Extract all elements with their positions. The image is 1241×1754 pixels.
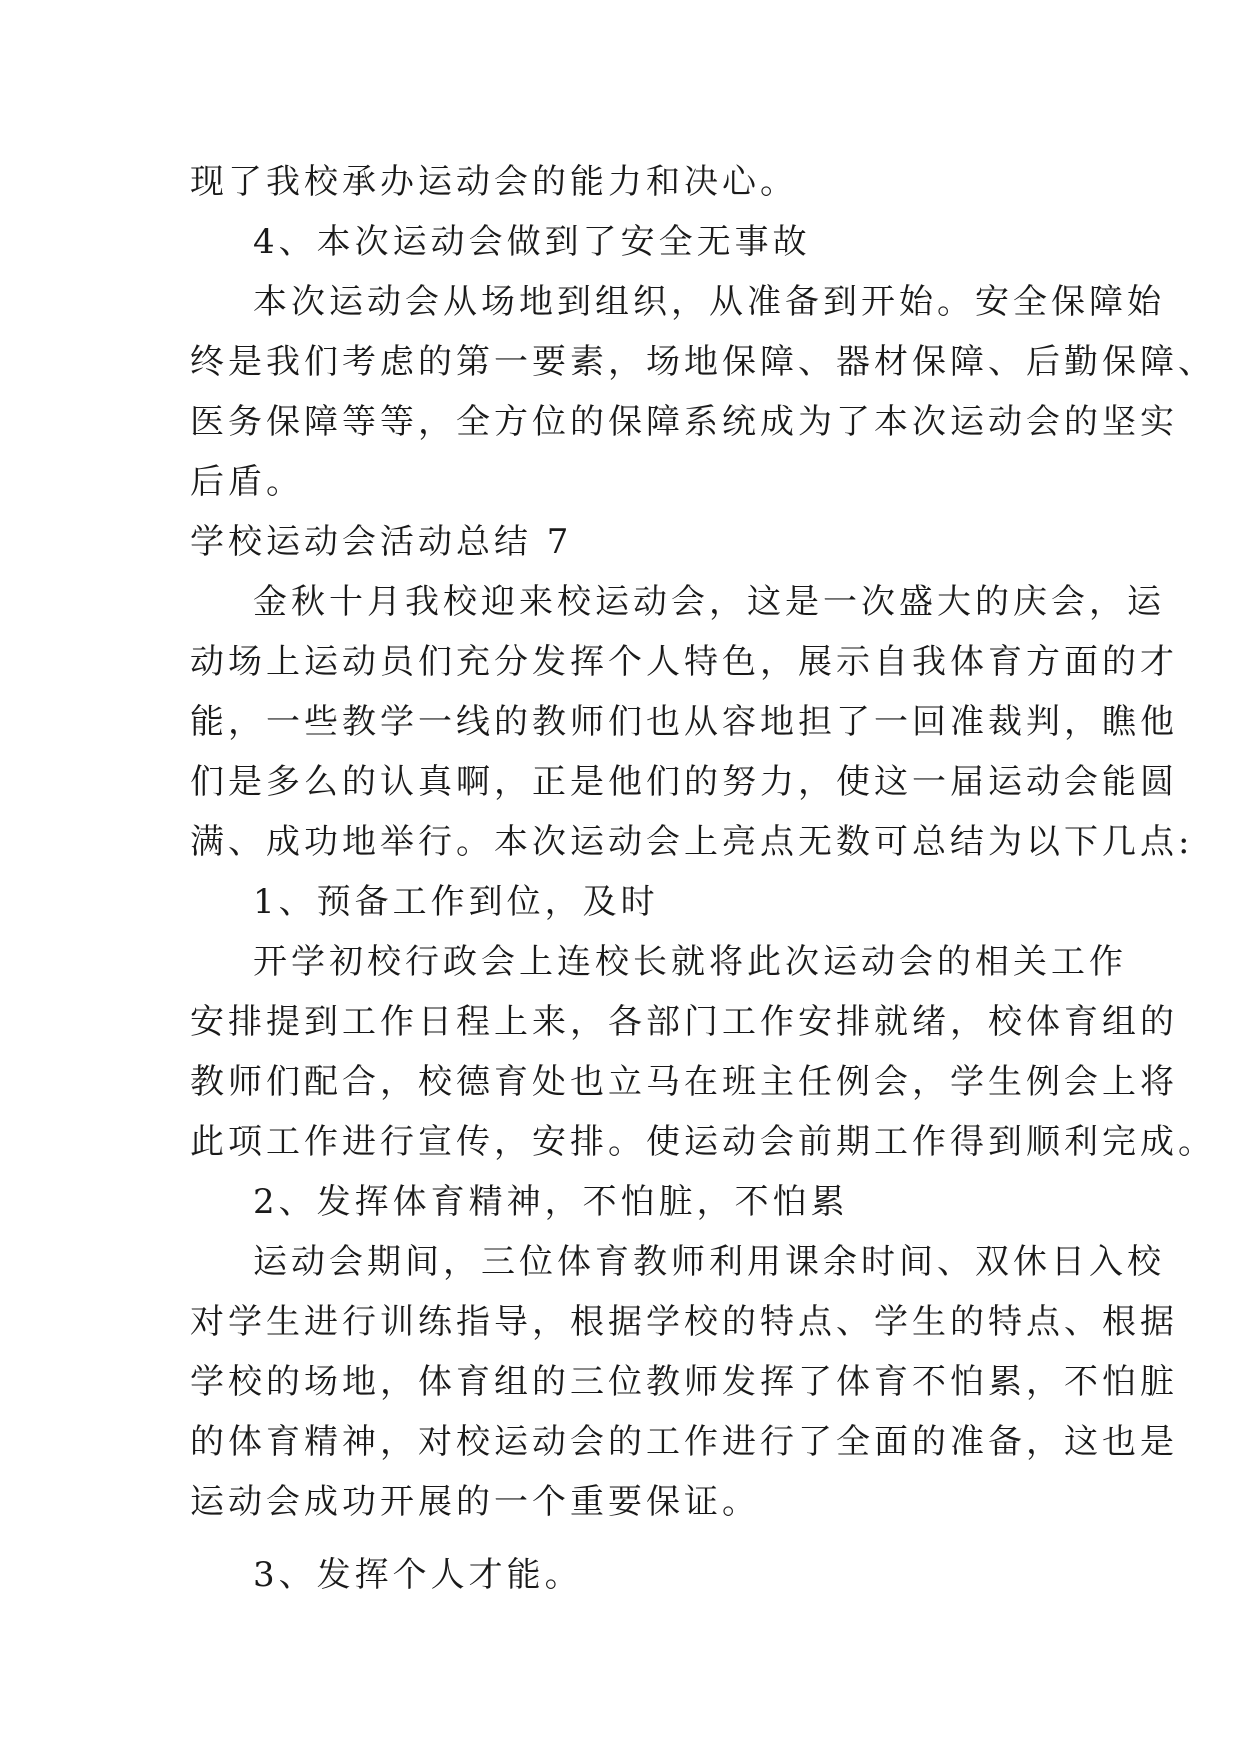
paragraph-line: 此项工作进行宣传，安排。使运动会前期工作得到顺利完成。 [190,1122,1216,1162]
document-body [190,152,1216,1605]
section-heading: 4、本次运动会做到了安全无事故 [253,222,811,262]
section-heading: 3、发挥个人才能。 [253,1555,583,1595]
paragraph-line: 安排提到工作日程上来，各部门工作安排就绪，校体育组的 [190,1002,1178,1042]
document-title: 学校运动会活动总结 7 [190,522,573,562]
paragraph-line: 金秋十月我校迎来校运动会，这是一次盛大的庆会，运 [253,582,1165,622]
paragraph-line: 本次运动会从场地到组织，从准备到开始。安全保障始 [253,282,1165,322]
paragraph-line: 对学生进行训练指导，根据学校的特点、学生的特点、根据 [190,1302,1178,1342]
paragraph-line: 运动会成功开展的一个重要保证。 [190,1482,760,1522]
paragraph-line: 动场上运动员们充分发挥个人特色，展示自我体育方面的才 [190,642,1178,682]
paragraph-line: 运动会期间，三位体育教师利用课余时间、双休日入校 [253,1242,1165,1282]
section-heading: 1、预备工作到位，及时 [253,882,659,922]
paragraph-line: 学校的场地，体育组的三位教师发挥了体育不怕累，不怕脏 [190,1362,1178,1402]
paragraph-line: 开学初校行政会上连校长就将此次运动会的相关工作 [253,942,1127,982]
paragraph-line: 终是我们考虑的第一要素，场地保障、器材保障、后勤保障、 [190,342,1216,382]
paragraph-line: 满、成功地举行。本次运动会上亮点无数可总结为以下几点: [190,822,1194,862]
paragraph-line: 医务保障等等，全方位的保障系统成为了本次运动会的坚实 [190,402,1178,442]
paragraph-line: 们是多么的认真啊，正是他们的努力，使这一届运动会能圆 [190,762,1178,802]
paragraph-line: 能，一些教学一线的教师们也从容地担了一回准裁判，瞧他 [190,702,1178,742]
paragraph-line: 后盾。 [190,462,304,502]
paragraph-line: 教师们配合，校德育处也立马在班主任例会，学生例会上将 [190,1062,1178,1102]
paragraph-line: 现了我校承办运动会的能力和决心。 [190,162,798,202]
section-heading: 2、发挥体育精神，不怕脏，不怕累 [253,1182,849,1222]
paragraph-line: 的体育精神，对校运动会的工作进行了全面的准备，这也是 [190,1422,1178,1462]
